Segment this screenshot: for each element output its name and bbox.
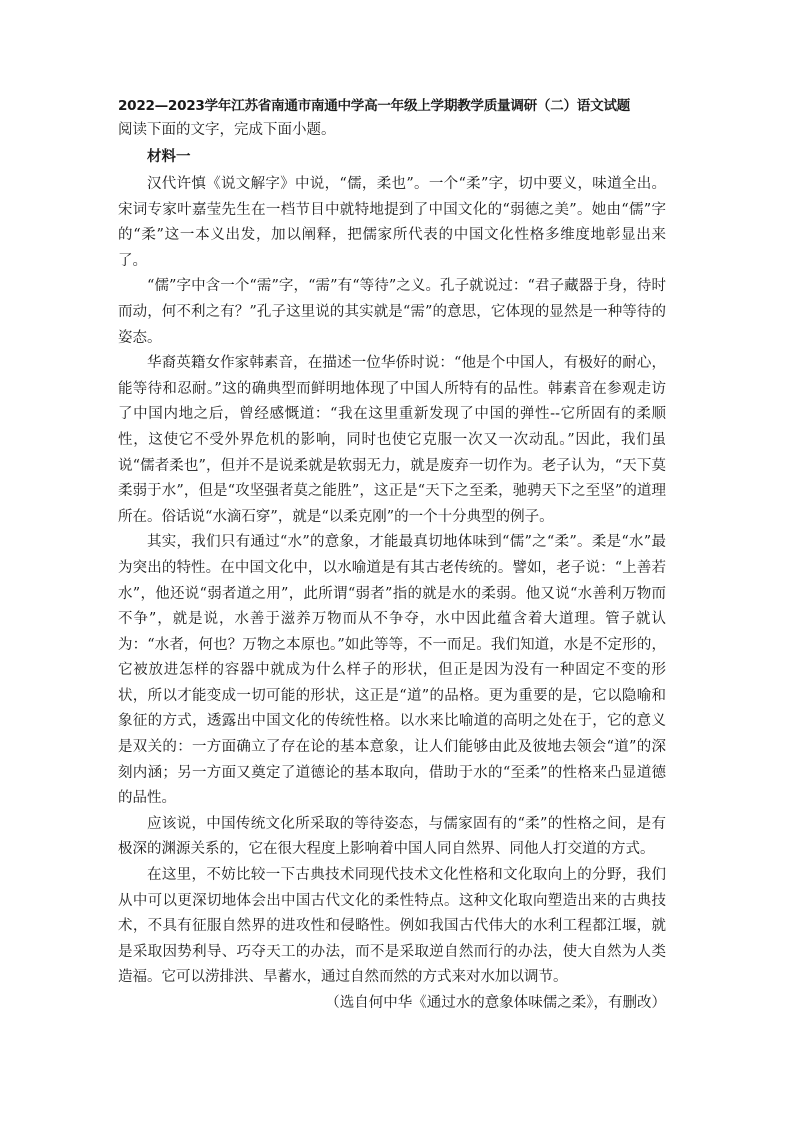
paragraph-4: 其实，我们只有通过“水”的意象，才能最真切地体味到“儒”之“柔”。柔是“水”最为突出的特性。在中国文化中，以水喻道是有其古老传统的。譬如，老子说：“上善若水”，他还说“弱者道之用”，此所谓“弱者”指的就是水的柔弱。他又说“水善利万物而不争”，就是说，水善于滋养万物而从不争夺，水中因此蕴含着大道理。管子就认为：“水者，何也？万物之本原也。”如此等等，不一而足。我们知道，水是不定形的，它被放进怎样的容器中就成为什么样子的形状，但正是因为没有一种固定不变的形状，所以才能变成一切可能的形状，这正是“道”的品格。更为重要的是，它以隐喻和象征的方式，透露出中国文化的传统性格。以水来比喻道的高明之处在于，它的意义是双关的：一方面确立了存在论的基本意象，让人们能够由此及彼地去领会“道”的深刻内涵；另一方面又奠定了道德论的基本取向，借助于水的“至柔”的性格来凸显道德的品性。 — [118, 534, 666, 807]
section-label-material-one: 材料一 — [147, 149, 191, 165]
paragraph-5: 应该说，中国传统文化所采取的等待姿态，与儒家固有的“柔”的性格之间，是有极深的渊源关系的，它在很大程度上影响着中国人同自然界、同他人打交道的方式。 — [118, 815, 666, 858]
paragraph-3: 华裔英籍女作家韩素音，在描述一位华侨时说：“他是个中国人，有极好的耐心，能等待和忍耐。”这的确典型而鲜明地体现了中国人所特有的品性。韩素音在参观走访了中国内地之后，曾经感慨道：“我在这里重新发现了中国的弹性--它所固有的柔顺性，这使它不受外界危机的影响，同时也使它克服一次又一次动乱。”因此，我们虽说“儒者柔也”，但并不是说柔就是软弱无力，就是废弃一切作为。老子认为，“天下莫柔弱于水”，但是“攻坚强者莫之能胜”，这正是“天下之至柔，驰骋天下之至坚”的道理所在。俗话说“水滴石穿”，就是“以柔克刚”的一个十分典型的例子。 — [118, 355, 666, 525]
document-page — [118, 96, 666, 1016]
document-title: 2022—2023学年江苏省南通市南通中学高一年级上学期教学质量调研（二）语文试题 — [118, 98, 630, 114]
source-citation: （选自何中华《通过水的意象体味儒之柔》，有删改） — [325, 995, 666, 1011]
paragraph-1: 汉代许慎《说文解字》中说，“儒，柔也”。一个“柔”字，切中要义，味道全出。宋词专家叶嘉莹先生在一档节目中就特地提到了中国文化的“弱德之美”。她由“儒”字的“柔”这一本义出发，加以阐释，把儒家所代表的中国文化性格多维度地彰显出来了。 — [118, 176, 666, 269]
paragraph-2: “儒”字中含一个“需”字，“需”有“等待”之义。孔子就说过：“君子藏器于身，待时而动，何不利之有？”孔子这里说的其实就是“需”的意思，它体现的显然是一种等待的姿态。 — [118, 278, 666, 346]
reading-instruction: 阅读下面的文字，完成下面小题。 — [118, 122, 336, 138]
paragraph-6: 在这里，不妨比较一下古典技术同现代技术文化性格和文化取向上的分野，我们从中可以更深切地体会出中国古代文化的柔性特点。这种文化取向塑造出来的古典技术，不具有征服自然界的进攻性和侵略性。例如我国古代伟大的水利工程都江堰，就是采取因势利导、巧夺天工的办法，而不是采取逆自然而行的办法，使大自然为人类造福。它可以涝排洪、旱蓄水，通过自然而然的方式来对水加以调节。 — [118, 867, 666, 986]
